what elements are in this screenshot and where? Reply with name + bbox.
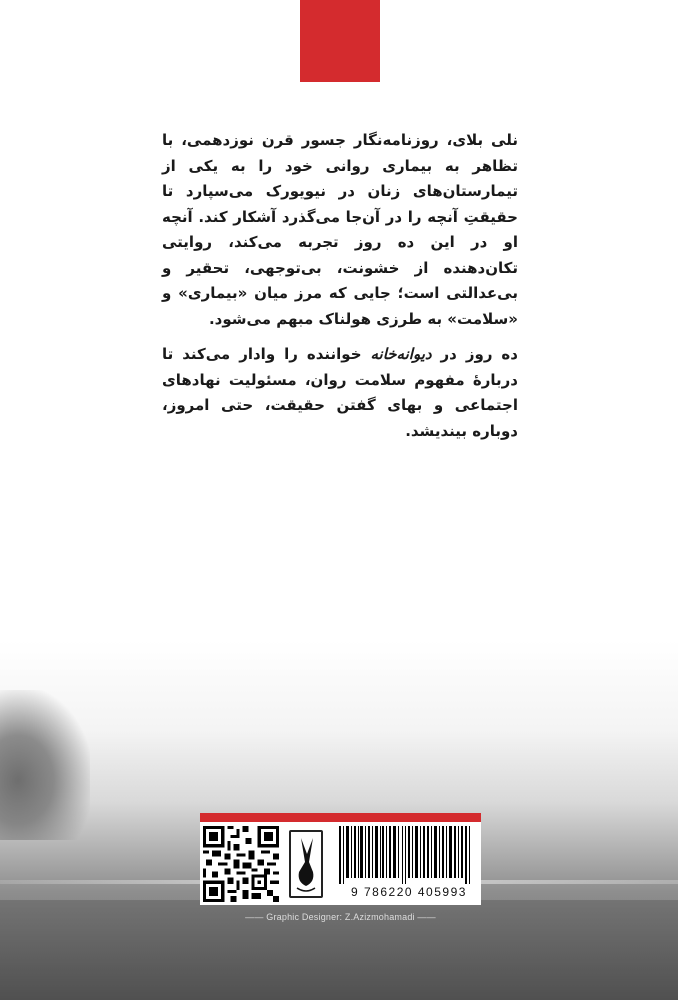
back-cover-blurb: [162, 128, 518, 454]
blurb-paragraph-2: [162, 342, 518, 444]
blurb-book-title: دیوانه‌خانه: [370, 345, 432, 363]
qr-code-icon[interactable]: [203, 826, 279, 902]
blurb-paragraph-2-start: ده روز در: [431, 345, 518, 363]
blurb-paragraph-1: نلی بلای، روزنامه‌نگار جسور قرن نوزدهمی، با تظاهر به بیماری روانی خود را به یکی از تیمارستان‌های زنان در نیویورک می‌سپارد تا حقیقتِ آنچه را در آن‌جا می‌گذرد آشکار کند. آنچه او در این ده روز تجربه می‌کند، روایتی تکان‌دهنده از خشونت، بی‌توجهی، تحقیر و بی‌عدالتی است؛ جایی که مرز میان «بیماری» و «سلامت» به طرزی هولناک مبهم می‌شود.: [162, 131, 518, 328]
red-accent-block: [300, 0, 380, 82]
isbn-number: 9 786220 405993: [351, 885, 467, 899]
publisher-logo-icon: [289, 830, 323, 898]
isbn-barcode: [333, 824, 477, 902]
red-accent-bar: [200, 813, 481, 822]
blurb-paragraph-2-end: خواننده را وادار می‌کند تا دربارهٔ مفهوم سلامت روان، مسئولیت نهادهای اجتماعی و بهای گفتن حقیقت، حتی امروز، دوباره بیندیشد.: [162, 345, 518, 440]
designer-credit: —— Graphic Designer: Z.Azizmohamadi ——: [245, 912, 436, 922]
background-trees: [0, 690, 90, 840]
